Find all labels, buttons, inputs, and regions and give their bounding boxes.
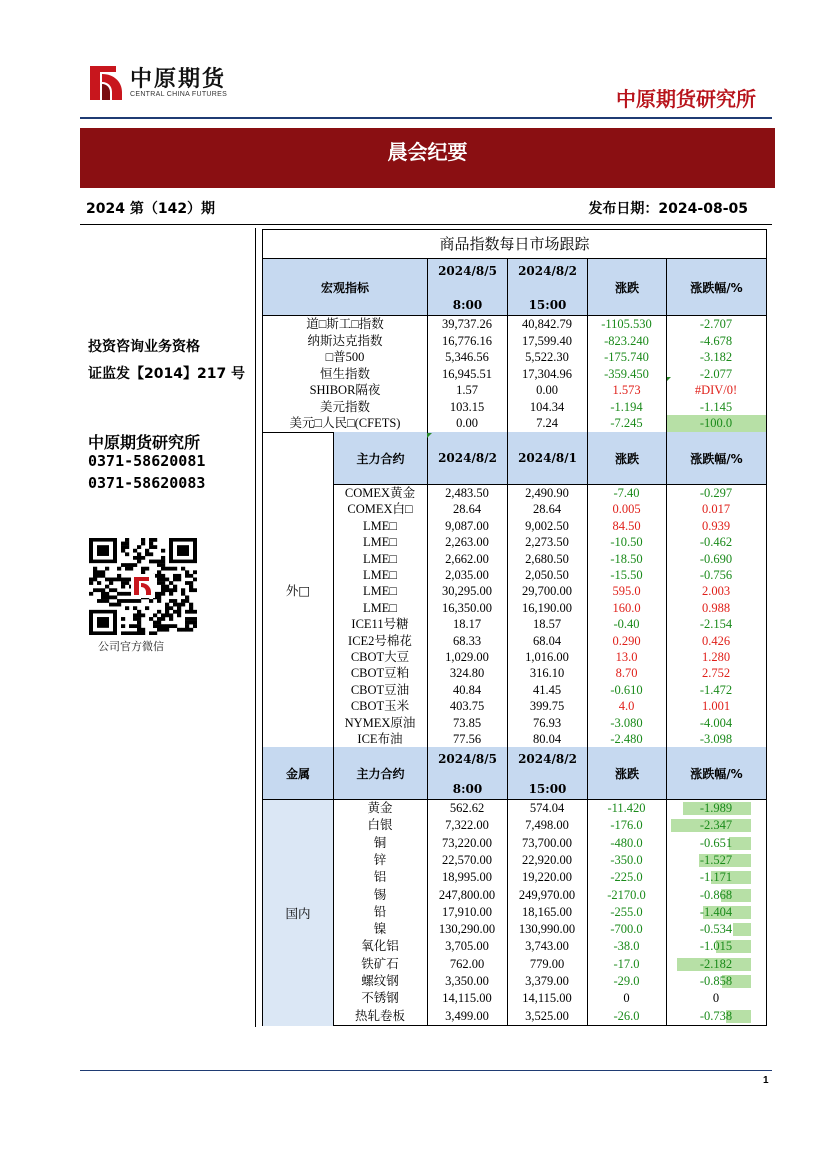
foreign-header [334,432,766,485]
foreign-header-change: 涨跌 [587,432,666,484]
cell-pct: -0.858 [699,974,733,988]
cell-pct: -1.404 [699,904,733,919]
table-row [263,567,766,583]
institute-title: 中原期货研究所 [616,87,756,111]
cell-pct: -0.690 [699,551,733,566]
table-row [263,938,766,955]
macro-header-date1: 2024/8/5 8:00 [427,259,507,315]
cell-chg: -480.0 [610,835,643,850]
table-row [263,349,766,366]
cell-v1: 14,115.00 [442,991,492,1006]
publish-date: 发布日期：2024-08-05 [588,201,748,217]
cell-v1: 2,483.50 [445,486,489,500]
cell-chg: -26.0 [613,1008,640,1023]
qualification-line-1: 投资咨询业务资格 [88,339,200,355]
cell-pct: 1.001 [701,699,731,714]
row-name: LME□ [363,584,397,599]
column-divider [587,485,588,747]
cell-pct: -2.154 [699,617,733,632]
cell-pct: -2.182 [699,956,733,971]
row-name: 道□斯工□指数 [306,317,384,331]
cell-v2: 7.24 [536,416,558,430]
table-row [263,382,766,399]
table-row [263,501,766,517]
cell-v2: 41.45 [532,682,562,697]
cell-v1: 247,800.00 [438,887,496,902]
row-name: 螺纹钢 [361,974,399,988]
domestic-header-pct: 涨跌幅/% [666,747,766,799]
cell-v2: 16,190.00 [522,600,572,615]
row-name: 铜 [373,835,387,850]
table-row [263,973,766,990]
cell-v1: 9,087.00 [445,518,489,533]
cell-chg: -255.0 [610,904,643,919]
table-row [263,583,766,599]
issue-number: 2024 第（142）期 [86,201,216,217]
foreign-group-label: 外□ [285,582,311,598]
subheader-divider [80,224,772,225]
row-name: 白银 [367,818,393,833]
table-row [263,665,766,681]
table-row [263,817,766,834]
cell-v1: 3,350.00 [445,974,489,988]
cell-v2: 9,002.50 [525,518,569,533]
cell-v1: 324.80 [449,666,485,681]
cell-chg: -823.240 [604,333,649,348]
row-name: ICE11号糖 [351,617,409,632]
cell-v2: 3,525.00 [525,1008,569,1023]
cell-v1: 39,737.26 [442,317,492,331]
cell-chg: -10.50 [610,535,643,550]
table-row [263,485,766,501]
cell-pct: -0.462 [699,535,733,550]
cell-v1: 1.57 [456,383,478,397]
cell-v2: 22,920.00 [522,852,572,867]
domestic-header-date2: 2024/8/2 15:00 [507,747,587,799]
table-row [263,990,766,1007]
column-divider [587,316,588,432]
phone-2: 0371-58620083 [88,474,206,492]
cell-v1: 30,295.00 [442,584,492,599]
title-banner [80,128,775,188]
cell-v2: 28.64 [532,502,562,517]
cell-chg: -18.50 [610,551,643,566]
cell-pct: 0.017 [701,502,731,517]
cell-pct: -0.738 [699,1008,733,1023]
cell-chg: -29.0 [613,974,640,988]
table-row [263,633,766,649]
cell-v2: 18.57 [532,617,562,632]
macro-header-pct: 涨跌幅/% [666,259,766,315]
domestic-header-change: 涨跌 [587,747,666,799]
table-row [263,518,766,534]
cell-chg: -2170.0 [607,887,646,902]
cell-v2: 5,522.30 [525,350,569,364]
cell-chg: -38.0 [613,939,640,954]
macro-rows [263,316,766,432]
banner-title: 晨会纪要 [387,140,468,164]
table-row [263,904,766,921]
cell-pct: 2.752 [701,666,731,681]
cell-v1: 130,290.00 [438,922,496,937]
row-name: CBOT大豆 [350,650,410,664]
domestic-header-section: 金属 [285,766,310,781]
cell-v2: 17,599.40 [522,333,572,348]
page-number: 1 [763,1075,769,1086]
org-name: 中原期货研究所 [88,433,201,452]
cell-v1: 77.56 [452,732,482,746]
cell-v1: 73,220.00 [442,835,492,850]
table-row [263,869,766,886]
foreign-header-pct: 涨跌幅/% [666,432,766,484]
phone-1: 0371-58620081 [88,452,206,470]
cell-v2: 76.93 [532,715,562,730]
foreign-rows [263,485,766,747]
logo-name: 中原期货 [130,67,227,92]
column-divider [666,316,667,432]
cell-v2: 2,050.50 [525,568,569,582]
cell-chg: -350.0 [610,852,643,867]
row-name: CBOT玉米 [350,699,410,714]
row-name: LME□ [363,518,397,533]
table-row [263,921,766,938]
row-name: LME□ [363,568,397,582]
cell-v1: 5,346.56 [445,350,489,364]
cell-v2: 399.75 [529,699,565,714]
row-name: 热轧卷板 [354,1008,405,1023]
cell-v1: 22,570.00 [442,852,492,867]
cell-chg: 160.0 [612,600,641,615]
qr-caption: 公司官方微信 [98,640,164,653]
cell-v2: 0.00 [536,383,558,397]
cell-v1: 2,263.00 [445,535,489,550]
cell-v1: 562.62 [449,801,485,815]
row-name: 不锈钢 [361,991,399,1006]
cell-chg: 84.50 [612,518,641,533]
row-name: 铁矿石 [361,956,399,971]
cell-v1: 7,322.00 [445,818,489,833]
cell-chg: -175.740 [604,350,649,364]
logo-english-name: CENTRAL CHINA FUTURES [130,91,228,98]
row-name: □普500 [325,350,365,364]
cell-pct: -2.347 [699,818,733,833]
column-divider [507,800,508,1026]
cell-chg: -0.610 [610,682,643,697]
qr-code [89,538,197,635]
cell-chg: -17.0 [613,956,640,971]
cell-chg: 4.0 [618,699,635,714]
cell-pct: -2.707 [699,317,733,331]
cell-v2: 2,490.90 [525,486,569,500]
cell-v2: 2,680.50 [525,551,569,566]
header-divider [80,117,772,119]
cell-v2: 29,700.00 [522,584,572,599]
cell-v1: 18,995.00 [442,870,492,885]
cell-chg: -225.0 [610,870,643,885]
cell-pct: -4.004 [699,715,733,730]
column-divider [666,800,667,1026]
table-row [263,333,766,350]
cell-chg: -359.450 [604,366,649,381]
cell-chg: 0.290 [612,633,641,648]
foreign-header-date1: 2024/8/2 [427,432,507,484]
cell-chg: -1105.530 [601,317,652,331]
cell-v2: 2,273.50 [525,535,569,550]
column-divider [507,485,508,747]
cell-v1: 2,035.00 [445,568,489,582]
row-name: LME□ [363,551,397,566]
table-row [263,956,766,973]
table-title: 商品指数每日市场跟踪 [263,230,766,259]
qualification-line-2: 证监发【2014】217 号 [88,366,246,382]
cell-v1: 16,945.51 [442,366,492,381]
cell-chg: 0 [623,991,630,1006]
cell-pct: -2.077 [699,366,733,381]
cell-pct: -0.297 [699,486,733,500]
column-divider [666,485,667,747]
row-name: 铝 [373,870,387,885]
row-name: 黄金 [367,801,393,815]
table-row [263,715,766,731]
cell-chg: -3.080 [610,715,643,730]
row-name: SHIBOR隔夜 [309,383,381,397]
table-row [263,698,766,714]
table-row [263,800,766,817]
table-row [263,731,766,747]
table-row [263,366,766,383]
cell-v1: 18.17 [452,617,482,632]
cell-pct: 1.280 [701,650,731,664]
cell-chg: 595.0 [612,584,641,599]
table-row [263,316,766,333]
cell-pct: -0.651 [699,835,733,850]
cell-v2: 17,304.96 [522,366,572,381]
cell-v1: 17,910.00 [442,904,492,919]
macro-header [263,259,766,316]
cell-v1: 40.84 [452,682,482,697]
table-row [263,399,766,416]
table-row [263,887,766,904]
table-row [263,1008,766,1025]
cell-chg: 0.005 [612,502,641,517]
cell-v2: 249,970.00 [518,887,576,902]
cell-chg: -2.480 [610,732,643,746]
row-name: 锌 [373,852,387,867]
domestic-header-date1: 2024/8/5 8:00 [427,747,507,799]
cell-v2: 73,700.00 [522,835,572,850]
row-name: LME□ [363,535,397,550]
cell-chg: 8.70 [615,666,638,681]
cell-chg: 1.573 [612,383,641,397]
cell-pct: 0.988 [701,600,731,615]
market-table [262,229,767,1026]
cell-pct: #DIV/0! [694,383,738,397]
table-row [263,649,766,665]
sidebar-divider [255,228,256,1027]
cell-pct: -1.015 [699,939,733,954]
column-divider [427,316,428,432]
cell-pct: -3.182 [699,350,733,364]
cell-chg: -700.0 [610,922,643,937]
cell-chg: 13.0 [615,650,638,664]
row-name: CBOT豆油 [350,682,410,697]
row-name: 镍 [373,922,387,937]
row-name: 美元□人民□(CFETS) [289,416,401,430]
cell-v2: 574.04 [529,801,565,815]
cell-v2: 7,498.00 [525,818,569,833]
cell-v2: 14,115.00 [522,991,572,1006]
cell-pct: 0.426 [701,633,731,648]
row-name: ICE2号棉花 [348,633,412,648]
domestic-rows [263,800,766,1026]
row-name: NYMEX原油 [344,715,416,730]
cell-chg: -15.50 [610,568,643,582]
cell-v1: 1,029.00 [445,650,489,664]
cell-pct: -3.098 [699,732,733,746]
cell-pct: -4.678 [699,333,733,348]
row-name: 锡 [373,887,387,902]
cell-v1: 16,776.16 [442,333,492,348]
column-divider [587,800,588,1026]
cell-v1: 3,499.00 [445,1008,489,1023]
cell-v1: 28.64 [452,502,482,517]
row-name: COMEX白□ [347,502,413,517]
table-row [263,534,766,550]
comment-marker [427,433,432,438]
cell-pct: -1.472 [699,682,733,697]
row-name: 美元指数 [319,399,370,414]
cell-v1: 0.00 [456,416,478,430]
cell-v1: 403.75 [449,699,485,714]
row-name: COMEX黄金 [344,486,416,500]
table-row [263,616,766,632]
domestic-header-contract: 主力合约 [333,747,427,799]
cell-chg: -11.420 [607,801,646,815]
table-row [263,415,766,432]
domestic-group-label: 国内 [263,800,333,1026]
cell-pct: -1.989 [699,801,733,815]
cell-pct: 0 [712,991,720,1006]
row-name: ICE布油 [357,732,403,746]
row-name: LME□ [363,600,397,615]
cell-v2: 1,016.00 [525,650,569,664]
cell-v1: 68.33 [452,633,482,648]
cell-v1: 3,705.00 [445,939,489,954]
cell-pct: 0.939 [701,518,731,533]
table-row [263,852,766,869]
cell-chg: -176.0 [610,818,643,833]
column-divider [427,485,428,747]
cell-v1: 2,662.00 [445,551,489,566]
cell-v2: 316.10 [529,666,565,681]
macro-header-date2: 2024/8/2 15:00 [507,259,587,315]
table-row [263,682,766,698]
table-row [263,551,766,567]
row-name: 纳斯达克指数 [307,333,383,348]
cell-v2: 779.00 [529,956,565,971]
cell-pct: -1.527 [699,852,733,867]
cell-v2: 19,220.00 [522,870,572,885]
cell-pct: -0.534 [699,922,733,937]
cell-v1: 73.85 [452,715,482,730]
column-divider [427,800,428,1026]
foreign-header-date2: 2024/8/1 [507,432,587,484]
macro-header-name: 宏观指标 [320,280,369,295]
cell-v2: 3,743.00 [525,939,569,954]
cell-v2: 130,990.00 [518,922,576,937]
cell-pct: -1.145 [699,399,733,414]
cell-chg: -7.245 [610,416,643,430]
column-divider [507,316,508,432]
cell-chg: -0.40 [613,617,640,632]
cell-v1: 103.15 [449,399,485,414]
cell-chg: -1.194 [610,399,643,414]
cell-v2: 80.04 [532,732,562,746]
footer-divider [80,1070,772,1071]
cell-pct: -100.0 [666,415,766,432]
cell-v1: 762.00 [449,956,485,971]
row-name: CBOT豆粕 [350,666,410,681]
table-row [263,600,766,616]
cell-pct: -0.868 [699,887,733,902]
cell-v2: 18,165.00 [522,904,572,919]
foreign-header-contract: 主力合约 [356,451,405,466]
domestic-header [263,747,766,800]
row-name: 恒生指数 [319,366,370,381]
table-row [263,835,766,852]
cell-v2: 3,379.00 [525,974,569,988]
row-name: 铅 [373,904,387,919]
cell-v1: 16,350.00 [442,600,492,615]
cell-v2: 104.34 [529,399,565,414]
cell-pct: 2.003 [701,584,731,599]
cell-pct: -1.171 [699,870,733,885]
cell-pct: -0.756 [699,568,733,582]
cell-v2: 40,842.79 [522,317,572,331]
cell-v2: 68.04 [532,633,562,648]
macro-header-change: 涨跌 [587,259,666,315]
cell-chg: -7.40 [613,486,640,500]
row-name: 氧化铝 [361,939,399,954]
